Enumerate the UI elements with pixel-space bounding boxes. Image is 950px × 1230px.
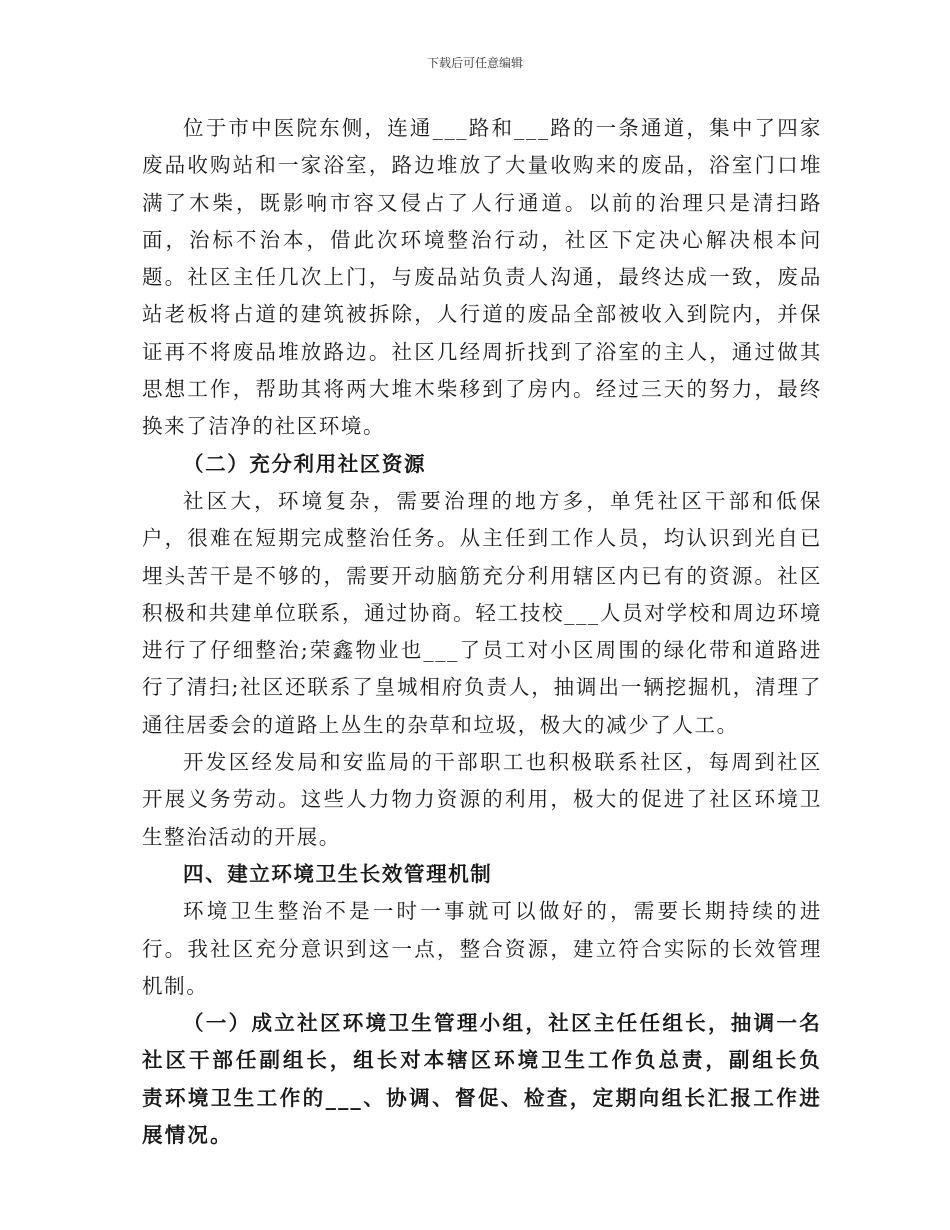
paragraph-mechanism-intro: 环境卫生整治不是一时一事就可以做好的，需要长期持续的进行。我社区充分意识到这一点，整合资源，建立符合实际的长效管理机制。 <box>142 899 822 998</box>
paragraph-management-group: （一）成立社区环境卫生管理小组，社区主任任组长，抽调一名社区干部任副组长，组长对本辖区环境卫生工作负总责，副组长负责环境卫生工作的___、协调、督促、检查，定期向组长汇报工作进展情况。 <box>142 1011 822 1148</box>
heading-long-term-mechanism: 四、建立环境卫生长效管理机制 <box>183 861 493 886</box>
paragraph-road-cleanup: 位于市中医院东侧，连通___路和___路的一条通道，集中了四家废品收购站和一家浴室，路边堆放了大量收购来的废品，浴室门口堆满了木柴，既影响市容又侵占了人行通道。以前的治理只是清扫路面，治标不治本，借此次环境整治行动，社区下定决心解决根本问题。社区主任几次上门，与废品站负责人沟通，最终达成一致，废品站老板将占道的建筑被拆除，人行道的废品全部被收入到院内，并保证再不将废品堆放路边。社区几经周折找到了浴室的主人，通过做其思想工作，帮助其将两大堆木柴移到了房内。经过三天的努力，最终换来了洁净的社区环境。 <box>142 116 822 439</box>
paragraph-volunteer-labor: 开发区经发局和安监局的干部职工也积极联系社区，每周到社区开展义务劳动。这些人力物力资源的利用，极大的促进了社区环境卫生整治活动的开展。 <box>142 750 822 849</box>
heading-use-community-resources: （二）充分利用社区资源 <box>183 451 427 476</box>
document-body <box>142 110 822 1154</box>
paragraph-community-resources: 社区大，环境复杂，需要治理的地方多，单凭社区干部和低保户，很难在短期完成整治任务。从主任到工作人员，均认识到光自已埋头苦干是不够的，需要开动脑筋充分利用辖区内已有的资源。社区积极和共建单位联系，通过协商。轻工技校___人员对学校和周边环境进行了仔细整治;荣鑫物业也___了员工对小区周围的绿化带和道路进行了清扫;社区还联系了皇城相府负责人，抽调出一辆挖掘机，清理了通往居委会的道路上丛生的杂草和垃圾，极大的减少了人工。 <box>142 488 822 737</box>
page-header-note: 下载后可任意编辑 <box>426 56 523 70</box>
